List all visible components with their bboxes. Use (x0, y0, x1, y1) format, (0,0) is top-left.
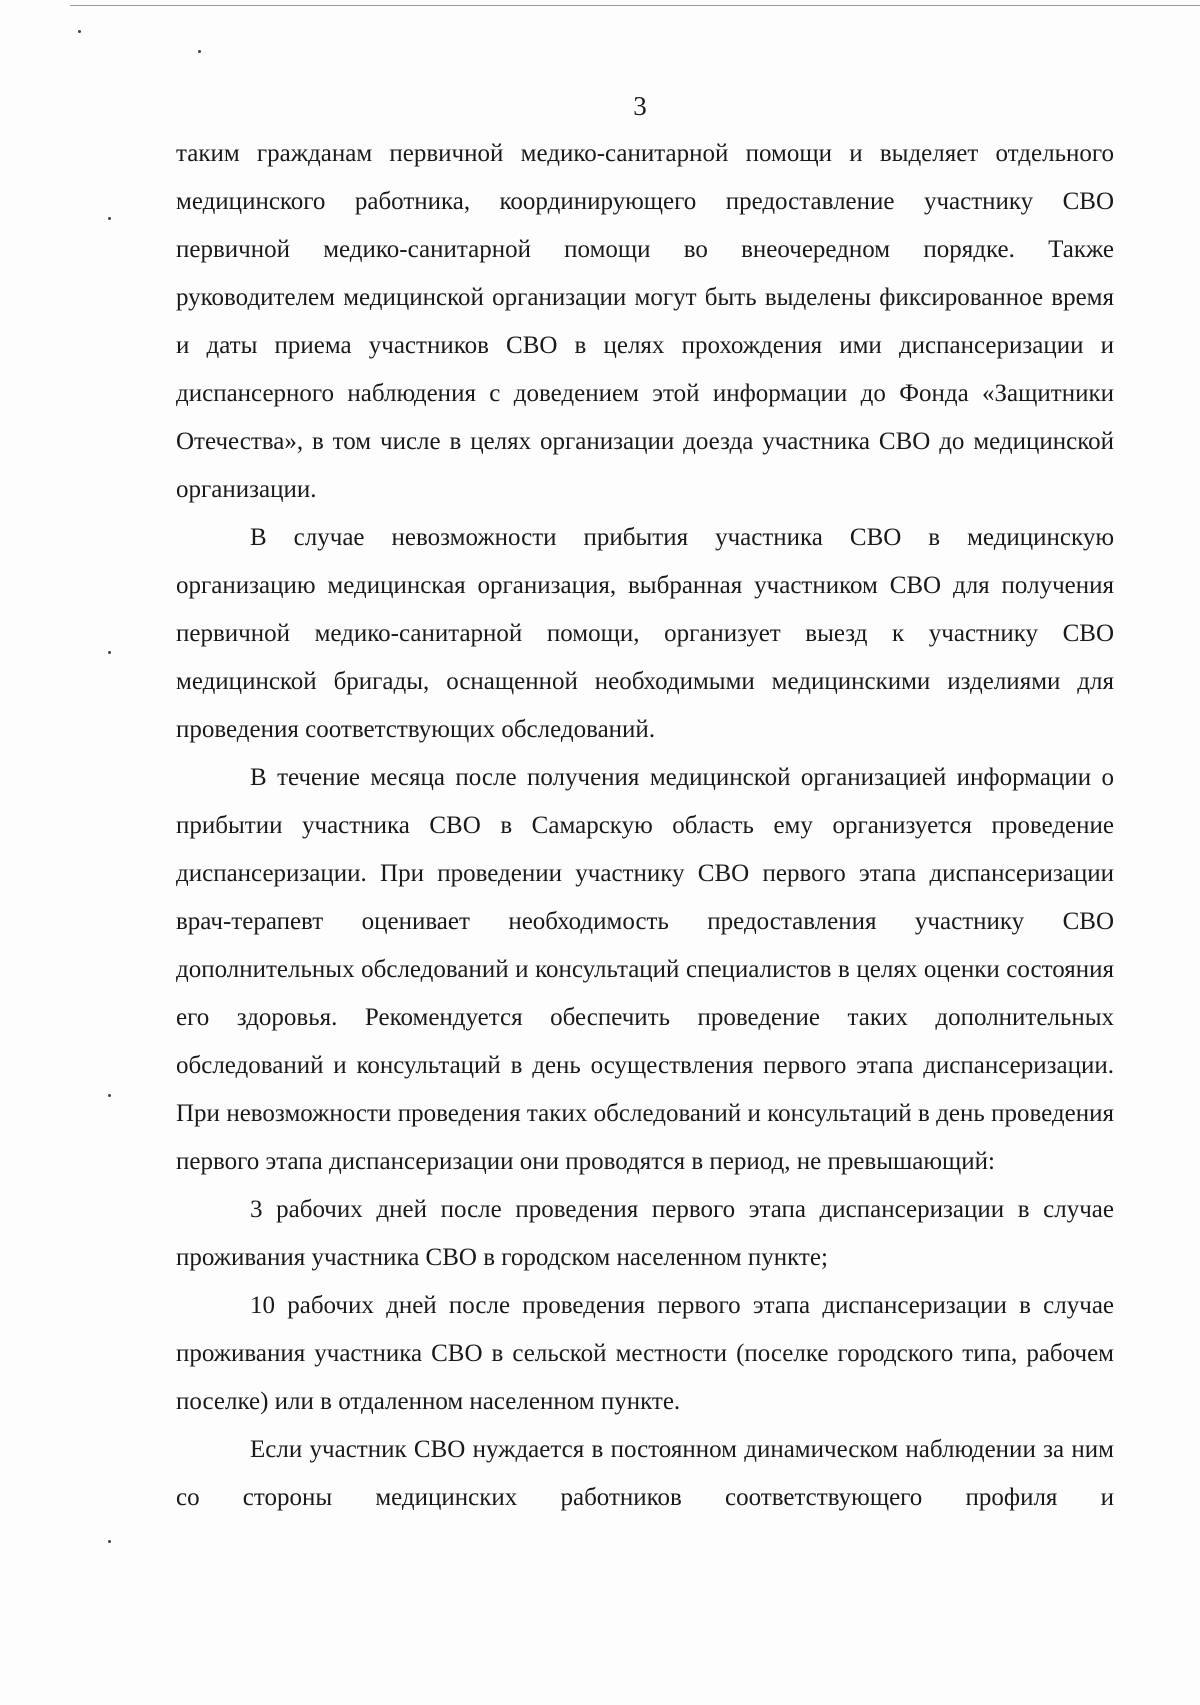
text-line: доведением этой информации до Фонда «Защитники Отечества», в том числе (176, 380, 1114, 455)
paragraph-1 (176, 130, 1114, 514)
text-line: в целях организации доезда участника СВО до медицинской организации. (176, 428, 1114, 503)
text-line: получения первичной медико-санитарной помощи, организует выезд к (176, 572, 1114, 647)
text-line: 10 рабочих дней после проведения первого этапа диспансеризации в (250, 1292, 1031, 1319)
document-body (176, 130, 1114, 1522)
text-line: таким гражданам первичной медико-санитарной помощи и выделяет (176, 140, 979, 167)
text-line: медицинскими изделиями для проведения соответствующих обследований. (176, 668, 1114, 743)
scan-top-edge (70, 5, 1200, 6)
text-line: прохождения ими диспансеризации и диспансерного наблюдения с (176, 332, 1114, 407)
text-line: организуется проведение диспансеризации. При проведении участнику СВО (176, 812, 1115, 887)
text-line: консультаций специалистов в целях оценки состояния его здоровья. (176, 956, 1114, 1031)
text-line: В случае невозможности прибытия участника СВО в медицинскую (250, 524, 1114, 551)
scan-speck (78, 30, 81, 33)
scan-speck (108, 1094, 111, 1097)
scan-speck (198, 50, 201, 53)
paragraph-2 (176, 514, 1114, 754)
text-line: порядке. Также руководителем медицинской организации могут быть (176, 236, 1115, 311)
text-line: проведения первого этапа диспансеризации они проводятся в период, не (176, 1100, 1114, 1175)
text-line: Рекомендуется обеспечить проведение таких дополнительных обследований и (176, 1004, 1115, 1079)
text-line: случае проживания участника СВО в сельской местности (поселке городского (176, 1292, 1115, 1367)
text-line: случае проживания участника СВО в городском населенном пункте; (176, 1196, 1114, 1271)
text-line: отдельного медицинского работника, координирующего предоставление (176, 140, 1114, 215)
scan-speck (108, 651, 111, 654)
scan-speck (108, 217, 111, 220)
paragraph-6 (176, 1426, 1114, 1522)
scan-speck (108, 1540, 111, 1543)
text-line: невозможности проведения таких обследований и консультаций в день (226, 1100, 985, 1127)
text-line: первого этапа диспансеризации врач-терапевт оценивает необходимость (176, 860, 1115, 935)
paragraph-3 (176, 754, 1114, 1186)
page-number: 3 (633, 91, 647, 121)
paragraph-5 (176, 1282, 1114, 1426)
text-line: В течение месяца после получения медицинской организацией (250, 764, 947, 791)
text-line: участнику СВО медицинской бригады, оснащенной необходимыми (176, 620, 1115, 695)
text-line: 3 рабочих дней после проведения первого этапа диспансеризации в (250, 1196, 1030, 1223)
text-line: информации о прибытии участника СВО в Самарскую область ему (176, 764, 1114, 839)
text-line: типа, рабочем поселке) или в отдаленном населенном пункте. (176, 1340, 1114, 1415)
text-line: предоставления участнику СВО дополнительных обследований и (176, 908, 1114, 983)
text-line: консультаций в день осуществления первого этапа диспансеризации. При (176, 1052, 1114, 1127)
text-line: Если участник СВО нуждается в постоянном динамическом наблюдении (250, 1436, 1036, 1463)
paragraph-4 (176, 1186, 1114, 1282)
text-line: организацию медицинская организация, выбранная участником СВО для (176, 572, 990, 599)
text-line: участнику СВО первичной медико-санитарной помощи во внеочередном (176, 188, 1115, 263)
text-line: выделены фиксированное время и даты приема участников СВО в целях (176, 284, 1114, 359)
text-line: превышающий: (827, 1148, 996, 1175)
text-line: за ним со стороны медицинских работников соответствующего профиля и (176, 1436, 1114, 1511)
